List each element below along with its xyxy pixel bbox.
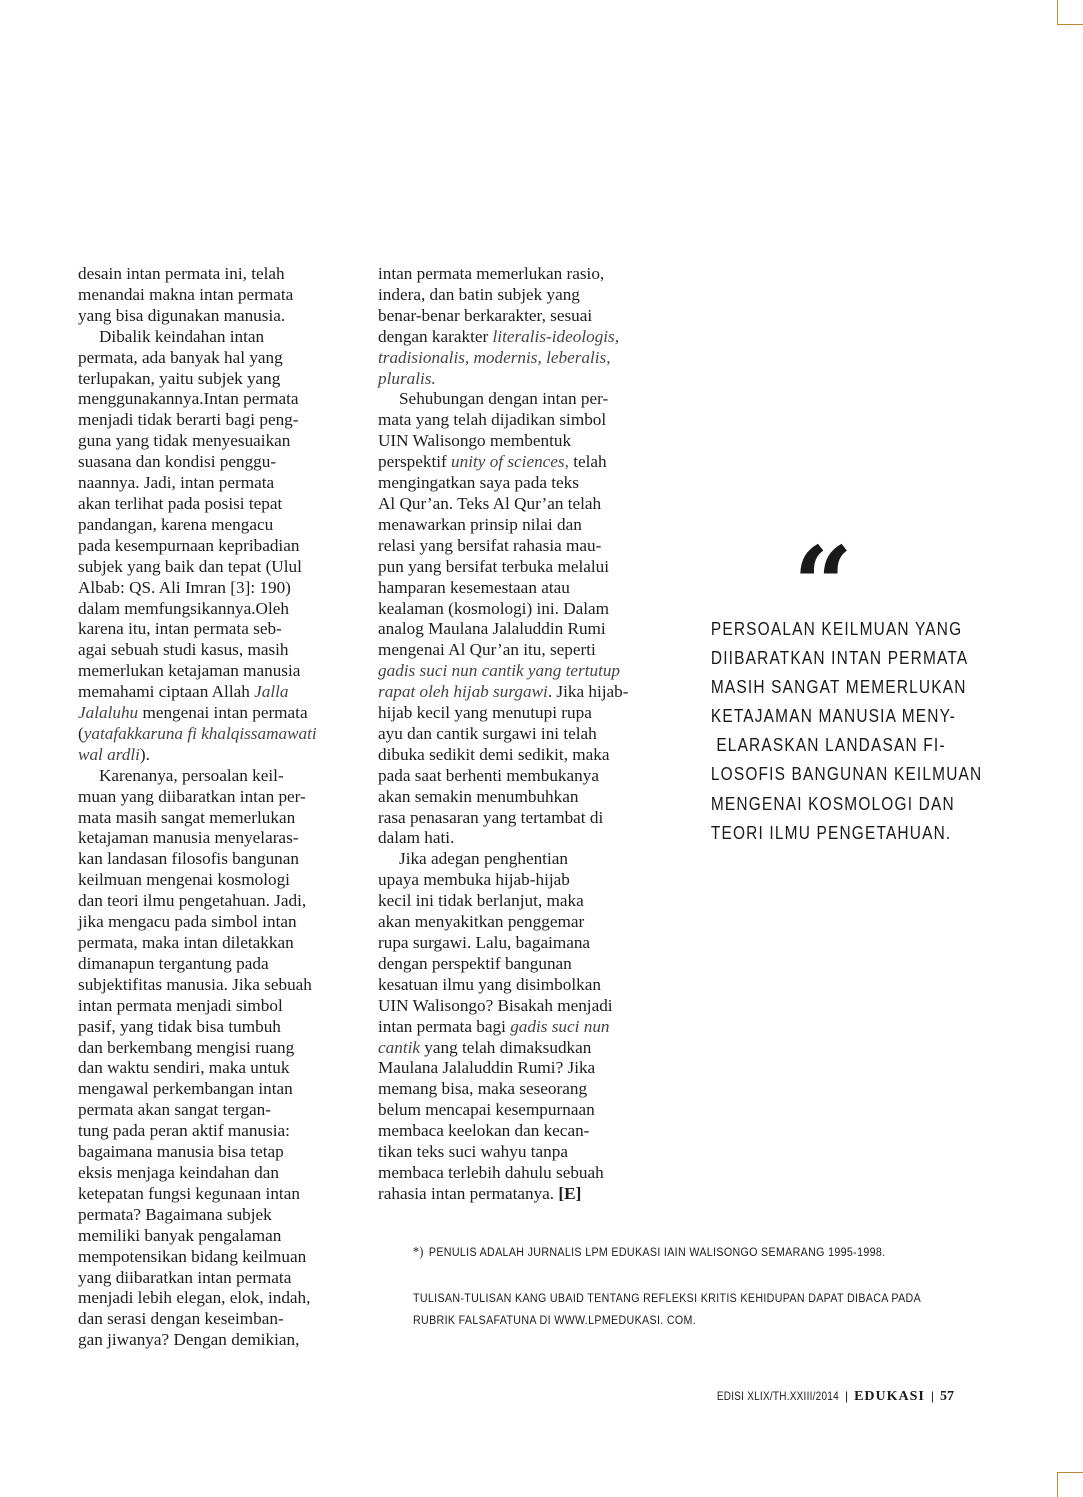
- magazine-name: EDUKASI: [854, 1389, 925, 1404]
- text-line: [378, 808, 658, 829]
- text-segment: terlupakan, yaitu subjek yang: [78, 368, 281, 388]
- text-line: [78, 369, 353, 390]
- italic-text: cantik: [378, 1037, 420, 1057]
- article-column-2: [378, 264, 658, 1205]
- text-line: [378, 1058, 658, 1079]
- text-line: [378, 306, 658, 327]
- text-segment: permata, ada banyak hal yang: [78, 347, 283, 367]
- text-line: [378, 682, 658, 703]
- text-line: [78, 1205, 353, 1226]
- text-line: [378, 285, 658, 306]
- text-segment: subjek yang baik dan tepat (Ulul: [78, 556, 302, 576]
- text-segment: muan yang diibaratkan intan per-: [78, 786, 306, 806]
- text-segment: pada saat berhenti membukanya: [378, 765, 599, 785]
- text-line: [78, 724, 353, 745]
- text-segment: rasa penasaran yang tertambat di: [378, 807, 604, 827]
- text-segment: perspektif: [378, 452, 452, 472]
- text-line: [78, 975, 353, 996]
- text-segment: yang telah dimaksudkan: [420, 1037, 592, 1057]
- text-line: [378, 327, 658, 348]
- text-segment: rupa surgawi. Lalu, bagaimana: [378, 933, 591, 952]
- text-line: [378, 1142, 658, 1163]
- text-segment: bagaimana manusia bisa tetap: [78, 1142, 284, 1162]
- text-line: [378, 389, 658, 410]
- text-segment: dimanapun tergantung pada: [78, 953, 269, 973]
- text-segment: telah: [568, 452, 607, 472]
- pull-quote-line: KETAJAMAN MANUSIA MENY-: [710, 705, 956, 727]
- text-line: [78, 1017, 353, 1038]
- text-line: [378, 431, 658, 452]
- text-line: [78, 1058, 353, 1079]
- text-line: [378, 1079, 658, 1100]
- text-segment: suasana dan kondisi penggu-: [78, 452, 277, 472]
- text-segment: permata? Bagaimana subjek: [78, 1204, 272, 1224]
- text-line: [78, 1268, 353, 1289]
- more-articles-line: RUBRIK FALSAFATUNA DI WWW.LPMEDUKASI. COM.: [413, 1313, 697, 1327]
- text-segment: tung pada peran aktif manusia:: [78, 1121, 290, 1141]
- text-segment: yang diibaratkan intan permata: [78, 1267, 292, 1287]
- text-line: [78, 1038, 353, 1059]
- text-segment: naannya. Jadi, intan permata: [78, 473, 275, 493]
- pull-quote-line: DIIBARATKAN INTAN PERMATA: [710, 647, 969, 669]
- text-line: [78, 996, 353, 1017]
- text-line: [378, 536, 658, 557]
- text-line: [78, 557, 353, 578]
- text-line: [78, 306, 353, 327]
- text-segment: mata masih sangat memerlukan: [78, 807, 296, 827]
- text-segment: dalam memfungsikannya.Oleh: [78, 598, 289, 618]
- pull-quote-line: PERSOALAN KEILMUAN YANG: [710, 618, 963, 639]
- italic-text: rapat oleh hijab surgawi: [378, 682, 548, 702]
- text-segment: kan landasan filosofis bangunan: [78, 849, 299, 869]
- text-line: [378, 724, 658, 745]
- text-segment: desain intan permata ini, telah: [78, 264, 285, 283]
- page-corner-mark-top: [1057, 0, 1083, 25]
- text-line: [378, 891, 658, 912]
- text-line: [78, 912, 353, 933]
- text-segment: upaya membuka hijab-hijab: [378, 870, 570, 890]
- text-line: [378, 369, 658, 390]
- text-line: [378, 787, 658, 808]
- pull-quote-line: LOSOFIS BANGUNAN KEILMUAN: [710, 763, 983, 785]
- text-segment: dan waktu sendiri, maka untuk: [78, 1058, 290, 1078]
- text-line: [78, 410, 353, 431]
- text-line: [78, 1079, 353, 1100]
- author-note-text: PENULIS ADALAH JURNALIS LPM EDUKASI IAIN WALISONGO SEMARANG 1995-1998.: [428, 1245, 886, 1259]
- text-segment: hamparan kesemestaan atau: [378, 577, 570, 597]
- text-segment: agai sebuah studi kasus, masih: [78, 640, 289, 660]
- text-segment: dengan perspektif bangunan: [378, 953, 572, 973]
- text-segment: permata akan sangat tergan-: [78, 1100, 271, 1120]
- text-line: [78, 473, 353, 494]
- text-line: [378, 1184, 658, 1205]
- text-line: [78, 1121, 353, 1142]
- text-line: [78, 661, 353, 682]
- text-line: [78, 1226, 353, 1247]
- text-segment: eksis menjaga keindahan dan: [78, 1162, 279, 1182]
- footer-separator: |: [844, 1389, 849, 1403]
- text-line: [378, 640, 658, 661]
- text-line: [378, 1163, 658, 1184]
- text-segment: gan jiwanya? Dengan demikian,: [78, 1330, 300, 1350]
- text-line: [78, 870, 353, 891]
- pull-quote-line: TEORI ILMU PENGETAHUAN.: [710, 821, 952, 843]
- text-segment: rahasia intan permatanya.: [378, 1183, 559, 1203]
- text-line: [378, 619, 658, 640]
- text-line: [78, 1288, 353, 1309]
- text-segment: menjadi tidak berarti bagi peng-: [78, 410, 299, 430]
- more-articles-line: TULISAN-TULISAN KANG UBAID TENTANG REFLEKSI KRITIS KEHIDUPAN DAPAT DIBACA PADA: [413, 1291, 922, 1305]
- text-line: [378, 870, 658, 891]
- text-segment: Sehubungan dengan intan per-: [399, 389, 609, 409]
- pull-quote-line: ELARASKAN LANDASAN FI-: [716, 734, 946, 756]
- text-line: [78, 599, 353, 620]
- text-line: [378, 975, 658, 996]
- pull-quote-line: MASIH SANGAT MEMERLUKAN: [710, 676, 967, 698]
- text-line: [78, 1142, 353, 1163]
- page-corner-mark-bottom: [1057, 1472, 1083, 1497]
- text-segment: dan serasi dengan keseimban-: [78, 1309, 284, 1329]
- text-segment: tikan teks suci wahyu tanpa: [378, 1142, 568, 1162]
- text-segment: Albab: QS. Ali Imran [3]: 190): [78, 577, 291, 597]
- text-line: [378, 849, 658, 870]
- text-line: [78, 808, 353, 829]
- text-segment: dalam hati.: [378, 828, 455, 848]
- text-line: [78, 285, 353, 306]
- text-line: [378, 954, 658, 975]
- italic-text: literalis-ideologis,: [492, 326, 620, 346]
- text-segment: pun yang bersifat terbuka melalui: [378, 556, 609, 576]
- text-segment: kesatuan ilmu yang disimbolkan: [378, 974, 601, 994]
- text-segment: akan menyakitkan penggemar: [378, 912, 585, 932]
- text-segment: menawarkan prinsip nilai dan: [378, 514, 582, 534]
- text-segment: jika mengacu pada simbol intan: [78, 912, 297, 932]
- text-segment: . Jika hijab-: [547, 682, 629, 702]
- edition-label: EDISI XLIX/TH.XXIII/2014: [716, 1390, 839, 1403]
- text-line: [378, 557, 658, 578]
- text-line: [378, 348, 658, 369]
- text-segment: membaca terlebih dahulu sebuah: [378, 1162, 604, 1182]
- text-line: [78, 515, 353, 536]
- text-segment: memang bisa, maka seseorang: [378, 1079, 588, 1099]
- text-segment: mengawal perkembangan intan: [78, 1079, 293, 1099]
- text-line: [78, 578, 353, 599]
- text-line: [378, 578, 658, 599]
- text-line: [78, 849, 353, 870]
- pull-quote: [710, 614, 983, 847]
- italic-text: Jalla: [254, 682, 289, 702]
- text-segment: membaca keelokan dan kecan-: [378, 1121, 590, 1141]
- text-line: [78, 933, 353, 954]
- text-segment: relasi yang bersifat rahasia mau-: [378, 535, 602, 555]
- text-line: [78, 640, 353, 661]
- text-line: [378, 599, 658, 620]
- text-line: [78, 264, 353, 285]
- text-segment: belum mencapai kesempurnaan: [378, 1100, 595, 1120]
- text-segment: Dibalik keindahan intan: [99, 326, 265, 346]
- text-line: [78, 891, 353, 912]
- text-segment: menjadi lebih elegan, elok, indah,: [78, 1288, 311, 1308]
- text-line: [378, 1017, 658, 1038]
- text-segment: Al Qur’an. Teks Al Qur’an telah: [378, 493, 602, 513]
- more-articles-note: [413, 1287, 922, 1331]
- italic-text: wal ardli: [78, 744, 140, 764]
- text-line: [78, 1163, 353, 1184]
- text-line: [78, 431, 353, 452]
- text-segment: menandai makna intan permata: [78, 284, 294, 304]
- text-segment: memahami ciptaan Allah: [78, 682, 255, 702]
- italic-text: pluralis.: [378, 368, 436, 388]
- text-segment: (: [78, 723, 84, 743]
- text-line: [78, 682, 353, 703]
- text-line: [378, 933, 658, 954]
- text-segment: guna yang tidak menyesuaikan: [78, 431, 291, 451]
- pull-quote-line: MENGENAI KOSMOLOGI DAN: [710, 792, 955, 814]
- italic-text: gadis suci nun: [510, 1016, 610, 1036]
- text-line: [78, 494, 353, 515]
- text-segment: analog Maulana Jalaluddin Rumi: [378, 619, 606, 639]
- text-line: [378, 473, 658, 494]
- text-segment: benar-benar berkarakter, sesuai: [378, 305, 593, 325]
- text-segment: mempotensikan bidang keilmuan: [78, 1246, 307, 1266]
- italic-text: unity of sciences,: [451, 452, 569, 472]
- text-line: [78, 452, 353, 473]
- italic-text: tradisionalis, modernis, leberalis,: [378, 347, 611, 367]
- italic-text: yatafakkaruna fi khalqissamawati: [83, 723, 317, 743]
- article-column-1: [78, 264, 353, 1351]
- text-segment: Karenanya, persoalan keil-: [99, 765, 284, 785]
- text-segment: indera, dan batin subjek yang: [378, 284, 580, 304]
- italic-text: Jalaluhu: [78, 703, 139, 723]
- text-segment: permata, maka intan diletakkan: [78, 933, 294, 952]
- text-line: [78, 327, 353, 348]
- text-segment: UIN Walisongo? Bisakah menjadi: [378, 995, 613, 1015]
- text-segment: mengenai intan permata: [138, 703, 308, 723]
- page-number: 57: [940, 1389, 954, 1404]
- text-segment: memiliki banyak pengalaman: [78, 1225, 282, 1245]
- text-line: [378, 410, 658, 431]
- italic-text: gadis suci nun cantik yang tertutup: [378, 661, 621, 681]
- text-line: [378, 494, 658, 515]
- text-line: [78, 536, 353, 557]
- text-line: [78, 828, 353, 849]
- text-line: [378, 828, 658, 849]
- text-segment: ).: [139, 744, 150, 764]
- text-line: [78, 703, 353, 724]
- text-segment: kecil ini tidak berlanjut, maka: [378, 891, 584, 911]
- text-segment: mengingatkan saya pada teks: [378, 473, 579, 493]
- page-footer: [697, 1389, 954, 1405]
- text-segment: hijab kecil yang menutupi rupa: [378, 703, 592, 723]
- text-segment: UIN Walisongo membentuk: [378, 431, 572, 451]
- text-segment: keilmuan mengenai kosmologi: [78, 870, 290, 890]
- text-segment: yang bisa digunakan manusia.: [78, 305, 286, 325]
- footer-separator: |: [930, 1389, 934, 1403]
- author-note: [413, 1245, 886, 1261]
- text-line: [378, 515, 658, 536]
- text-line: [378, 745, 658, 766]
- text-segment: subjektifitas manusia. Jika sebuah: [78, 974, 312, 994]
- text-line: [78, 787, 353, 808]
- text-segment: akan semakin menumbuhkan: [378, 786, 579, 806]
- text-line: [78, 1184, 353, 1205]
- text-line: [378, 661, 658, 682]
- text-segment: pandangan, karena mengacu: [78, 514, 274, 534]
- text-line: [78, 389, 353, 410]
- text-segment: ketajaman manusia menyelaras-: [78, 828, 299, 848]
- text-line: [78, 1330, 353, 1351]
- text-line: [78, 619, 353, 640]
- text-line: [378, 452, 658, 473]
- text-line: [378, 912, 658, 933]
- text-line: [378, 996, 658, 1017]
- text-segment: karena itu, intan permata seb-: [78, 619, 282, 639]
- text-segment: intan permata bagi: [378, 1016, 511, 1036]
- text-segment: ayu dan cantik surgawi ini telah: [378, 723, 597, 743]
- footnote-marker: *): [413, 1245, 424, 1260]
- text-line: [378, 1100, 658, 1121]
- text-segment: dengan karakter: [378, 326, 493, 346]
- text-segment: dan berkembang mengisi ruang: [78, 1037, 295, 1057]
- text-line: [378, 264, 658, 285]
- text-line: [378, 766, 658, 787]
- text-line: [78, 745, 353, 766]
- text-segment: mata yang telah dijadikan simbol: [378, 410, 607, 430]
- text-segment: intan permata menjadi simbol: [78, 995, 283, 1015]
- text-segment: dan teori ilmu pengetahuan. Jadi,: [78, 891, 307, 911]
- text-segment: akan terlihat pada posisi tepat: [78, 493, 283, 513]
- text-segment: dibuka sedikit demi sedikit, maka: [378, 744, 610, 764]
- text-segment: menggunakannya.Intan permata: [78, 389, 299, 409]
- text-line: [78, 1100, 353, 1121]
- text-segment: pada kesempurnaan kepribadian: [78, 535, 300, 555]
- text-segment: memerlukan ketajaman manusia: [78, 661, 301, 681]
- text-line: [78, 348, 353, 369]
- text-segment: intan permata memerlukan rasio,: [378, 264, 605, 283]
- text-line: [78, 766, 353, 787]
- text-line: [378, 1121, 658, 1142]
- text-segment: mengenai Al Qur’an itu, seperti: [378, 640, 596, 660]
- text-line: [78, 954, 353, 975]
- text-segment: kealaman (kosmologi) ini. Dalam: [378, 598, 610, 618]
- bold-text: [E]: [558, 1183, 582, 1203]
- text-segment: pasif, yang tidak bisa tumbuh: [78, 1016, 281, 1036]
- quote-mark-icon: “: [793, 523, 845, 646]
- text-segment: Maulana Jalaluddin Rumi? Jika: [378, 1058, 596, 1078]
- text-line: [78, 1247, 353, 1268]
- text-segment: Jika adegan penghentian: [399, 849, 568, 869]
- text-line: [378, 703, 658, 724]
- text-line: [378, 1038, 658, 1059]
- text-segment: ketepatan fungsi kegunaan intan: [78, 1183, 300, 1203]
- text-line: [78, 1309, 353, 1330]
